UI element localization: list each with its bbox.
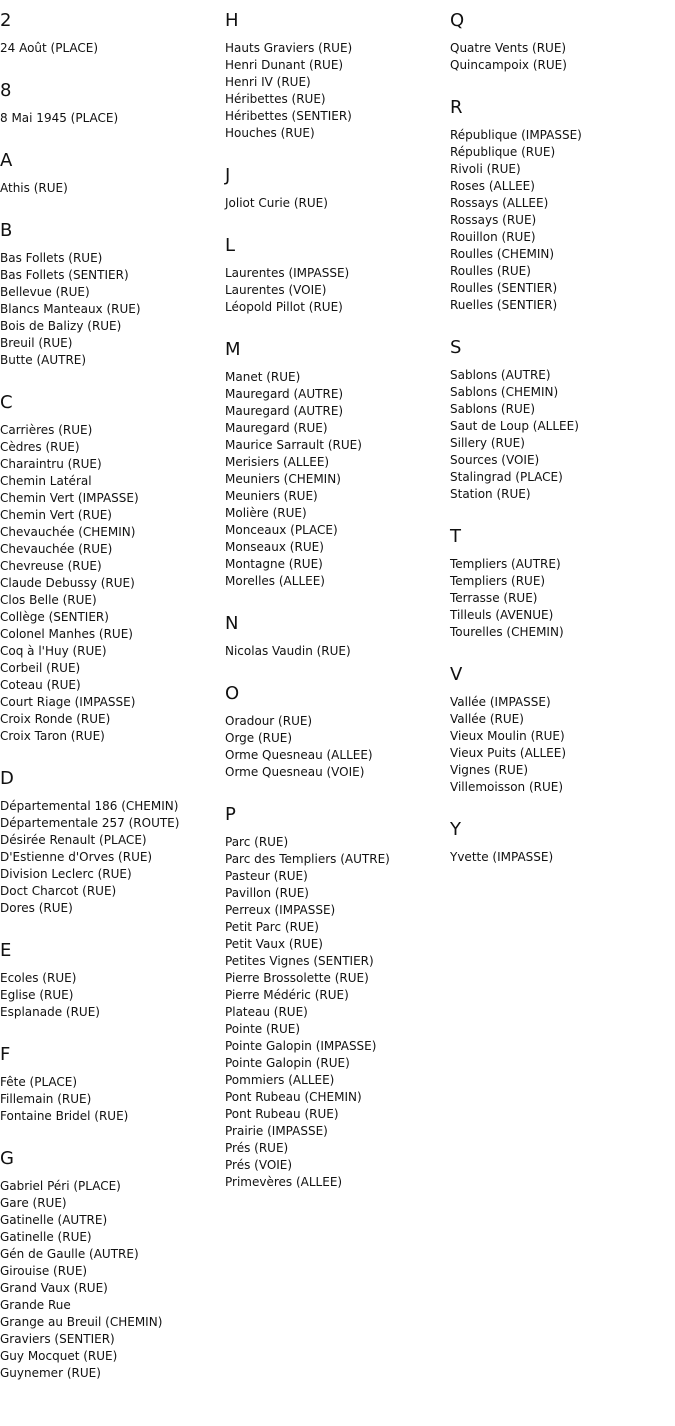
street-list	[0, 1074, 222, 1125]
street-link[interactable]: Orge (RUE)	[225, 731, 293, 745]
column-3	[450, 10, 672, 889]
street-link[interactable]: Départementale 257 (ROUTE)	[0, 816, 180, 830]
street-link[interactable]: Eglise (RUE)	[0, 988, 74, 1002]
street-link[interactable]: Parc des Templiers (AUTRE)	[225, 852, 390, 866]
street-link[interactable]: Vallée (IMPASSE)	[450, 695, 551, 709]
street-list	[0, 798, 222, 917]
street-link[interactable]: Pommiers (ALLEE)	[225, 1073, 335, 1087]
street-link[interactable]: Orme Quesneau (VOIE)	[225, 765, 365, 779]
street-link[interactable]: 8 Mai 1945 (PLACE)	[0, 111, 119, 125]
street-link[interactable]: Collège (SENTIER)	[0, 610, 109, 624]
street-link[interactable]: Molière (RUE)	[225, 506, 307, 520]
street-link[interactable]: Fête (PLACE)	[0, 1075, 78, 1089]
street-list	[450, 556, 672, 641]
street-link[interactable]: Pasteur (RUE)	[225, 869, 308, 883]
section-letter-heading: M	[225, 339, 241, 360]
street-link[interactable]: Roses (ALLEE)	[450, 179, 535, 193]
street-link[interactable]: Pierre Médéric (RUE)	[225, 988, 349, 1002]
street-link[interactable]: Héribettes (RUE)	[225, 92, 326, 106]
street-list	[225, 643, 447, 660]
letter-section	[225, 613, 447, 660]
street-link[interactable]: Croix Ronde (RUE)	[0, 712, 111, 726]
street-link[interactable]: Sablons (AUTRE)	[450, 368, 551, 382]
street-link[interactable]: Butte (AUTRE)	[0, 353, 87, 367]
street-link[interactable]: Esplanade (RUE)	[0, 1005, 100, 1019]
street-link[interactable]: Vieux Moulin (RUE)	[450, 729, 565, 743]
street-link[interactable]: Terrasse (RUE)	[450, 591, 538, 605]
street-link[interactable]: D'Estienne d'Orves (RUE)	[0, 850, 153, 864]
section-letter-heading: G	[0, 1148, 14, 1169]
street-link[interactable]: Chemin Latéral	[0, 474, 92, 488]
section-letter-heading: J	[225, 165, 231, 186]
street-link[interactable]: Plateau (RUE)	[225, 1005, 308, 1019]
letter-section	[0, 80, 222, 127]
street-link[interactable]: Houches (RUE)	[225, 126, 315, 140]
street-list	[450, 849, 672, 866]
letter-section	[450, 664, 672, 796]
street-link[interactable]: Prairie (IMPASSE)	[225, 1124, 328, 1138]
section-letter-heading: E	[0, 940, 12, 961]
street-link[interactable]: Monceaux (PLACE)	[225, 523, 338, 537]
street-link[interactable]: Yvette (IMPASSE)	[450, 850, 554, 864]
street-link[interactable]: Désirée Renault (PLACE)	[0, 833, 147, 847]
street-link[interactable]: Sources (VOIE)	[450, 453, 540, 467]
street-link[interactable]: Chevreuse (RUE)	[0, 559, 102, 573]
street-link[interactable]: Rossays (RUE)	[450, 213, 537, 227]
street-link[interactable]: Quincampoix (RUE)	[450, 58, 567, 72]
street-link[interactable]: Mauregard (AUTRE)	[225, 387, 344, 401]
street-link[interactable]: Chevauchée (RUE)	[0, 542, 113, 556]
street-link[interactable]: Saut de Loup (ALLEE)	[450, 419, 579, 433]
street-link[interactable]: Pont Rubeau (RUE)	[225, 1107, 339, 1121]
column-2	[225, 10, 447, 1214]
street-link[interactable]: Rossays (ALLEE)	[450, 196, 549, 210]
street-link[interactable]: Station (RUE)	[450, 487, 531, 501]
letter-section	[450, 526, 672, 641]
street-link[interactable]: Corbeil (RUE)	[0, 661, 81, 675]
street-link[interactable]: Vieux Puits (ALLEE)	[450, 746, 567, 760]
street-link[interactable]: Chemin Vert (IMPASSE)	[0, 491, 139, 505]
section-letter-heading: O	[225, 683, 240, 704]
letter-section	[0, 1148, 222, 1382]
street-link[interactable]: Graviers (SENTIER)	[0, 1332, 115, 1346]
street-link[interactable]: Roulles (RUE)	[450, 264, 531, 278]
street-link[interactable]: Vignes (RUE)	[450, 763, 529, 777]
street-link[interactable]: Cèdres (RUE)	[0, 440, 80, 454]
street-link[interactable]: Ruelles (SENTIER)	[450, 298, 558, 312]
street-link[interactable]: Gatinelle (AUTRE)	[0, 1213, 108, 1227]
street-link[interactable]: Primevères (ALLEE)	[225, 1175, 343, 1189]
section-letter-heading: Q	[450, 10, 465, 31]
section-letter-heading: H	[225, 10, 239, 31]
street-link[interactable]: Nicolas Vaudin (RUE)	[225, 644, 351, 658]
street-link[interactable]: Sablons (RUE)	[450, 402, 536, 416]
street-link[interactable]: 24 Août (PLACE)	[0, 41, 99, 55]
street-link[interactable]: Pierre Brossolette (RUE)	[225, 971, 369, 985]
street-link[interactable]: Roulles (CHEMIN)	[450, 247, 555, 261]
street-link[interactable]: Guy Mocquet (RUE)	[0, 1349, 118, 1363]
street-link[interactable]: Héribettes (SENTIER)	[225, 109, 352, 123]
street-link[interactable]: Monseaux (RUE)	[225, 540, 324, 554]
street-link[interactable]: Blancs Manteaux (RUE)	[0, 302, 141, 316]
letter-section	[450, 10, 672, 74]
section-letter-heading: S	[450, 337, 462, 358]
street-list	[225, 40, 447, 142]
section-letter-heading: Y	[450, 819, 461, 840]
street-link[interactable]: Bas Follets (SENTIER)	[0, 268, 129, 282]
street-link[interactable]: Clos Belle (RUE)	[0, 593, 97, 607]
letter-section	[450, 97, 672, 314]
section-letter-heading: A	[0, 150, 13, 171]
street-link[interactable]: Athis (RUE)	[0, 181, 68, 195]
street-link[interactable]: Maurice Sarrault (RUE)	[225, 438, 362, 452]
street-list	[0, 970, 222, 1021]
street-link[interactable]: Coq à l'Huy (RUE)	[0, 644, 107, 658]
letter-section	[0, 392, 222, 745]
street-link[interactable]: Quatre Vents (RUE)	[450, 41, 567, 55]
street-list	[0, 180, 222, 197]
street-link[interactable]: Petites Vignes (SENTIER)	[225, 954, 374, 968]
street-link[interactable]: Breuil (RUE)	[0, 336, 73, 350]
street-link[interactable]: Chevauchée (CHEMIN)	[0, 525, 136, 539]
street-link[interactable]: Grande Rue	[0, 1298, 71, 1312]
letter-section	[450, 819, 672, 866]
street-link[interactable]: Laurentes (IMPASSE)	[225, 266, 350, 280]
letter-section	[0, 220, 222, 369]
street-link[interactable]: Henri IV (RUE)	[225, 75, 311, 89]
letter-section	[0, 1044, 222, 1125]
street-list	[0, 422, 222, 745]
street-link[interactable]: République (RUE)	[450, 145, 556, 159]
street-link[interactable]: Court Riage (IMPASSE)	[0, 695, 136, 709]
section-letter-heading: T	[450, 526, 461, 547]
street-link[interactable]: Guynemer (RUE)	[0, 1366, 101, 1380]
street-link[interactable]: Villemoisson (RUE)	[450, 780, 564, 794]
street-list	[0, 1178, 222, 1382]
street-link[interactable]: Vallée (RUE)	[450, 712, 524, 726]
street-list	[450, 694, 672, 796]
street-link[interactable]: Meuniers (CHEMIN)	[225, 472, 341, 486]
column-1	[0, 10, 222, 1405]
street-link[interactable]: Départemental 186 (CHEMIN)	[0, 799, 179, 813]
letter-section	[225, 339, 447, 590]
street-link[interactable]: Joliot Curie (RUE)	[225, 196, 328, 210]
letter-section	[0, 10, 222, 57]
street-link[interactable]: Meuniers (RUE)	[225, 489, 318, 503]
street-list	[225, 713, 447, 781]
street-link[interactable]: Ecoles (RUE)	[0, 971, 77, 985]
street-link[interactable]: Pavillon (RUE)	[225, 886, 309, 900]
street-link[interactable]: Carrières (RUE)	[0, 423, 93, 437]
street-list	[225, 834, 447, 1191]
street-link[interactable]: Bellevue (RUE)	[0, 285, 90, 299]
street-link[interactable]: Fontaine Bridel (RUE)	[0, 1109, 129, 1123]
street-link[interactable]: Colonel Manhes (RUE)	[0, 627, 133, 641]
street-link[interactable]: Grand Vaux (RUE)	[0, 1281, 108, 1295]
street-link[interactable]: Parc (RUE)	[225, 835, 289, 849]
street-link[interactable]: Coteau (RUE)	[0, 678, 81, 692]
street-link[interactable]: Sablons (CHEMIN)	[450, 385, 559, 399]
street-link[interactable]: Girouise (RUE)	[0, 1264, 88, 1278]
street-link[interactable]: Claude Debussy (RUE)	[0, 576, 135, 590]
street-link[interactable]: Prés (RUE)	[225, 1141, 289, 1155]
street-link[interactable]: Petit Vaux (RUE)	[225, 937, 323, 951]
street-list	[225, 265, 447, 316]
street-list	[0, 110, 222, 127]
street-link[interactable]: Fillemain (RUE)	[0, 1092, 92, 1106]
street-link[interactable]: Pointe Galopin (RUE)	[225, 1056, 350, 1070]
street-link[interactable]: Croix Taron (RUE)	[0, 729, 105, 743]
street-link[interactable]: Sillery (RUE)	[450, 436, 525, 450]
street-list	[225, 369, 447, 590]
street-link[interactable]: Stalingrad (PLACE)	[450, 470, 563, 484]
letter-section	[225, 165, 447, 212]
street-link[interactable]: Roulles (SENTIER)	[450, 281, 558, 295]
street-link[interactable]: Morelles (ALLEE)	[225, 574, 325, 588]
street-link[interactable]: Templiers (AUTRE)	[450, 557, 561, 571]
letter-section	[225, 683, 447, 781]
street-list	[0, 40, 222, 57]
street-link[interactable]: Gén de Gaulle (AUTRE)	[0, 1247, 139, 1261]
section-letter-heading: V	[450, 664, 463, 685]
street-link[interactable]: Charaintru (RUE)	[0, 457, 102, 471]
street-link[interactable]: Pointe Galopin (IMPASSE)	[225, 1039, 377, 1053]
street-link[interactable]: Hauts Graviers (RUE)	[225, 41, 353, 55]
street-link[interactable]: Gatinelle (RUE)	[0, 1230, 92, 1244]
street-link[interactable]: Doct Charcot (RUE)	[0, 884, 117, 898]
section-letter-heading: P	[225, 804, 236, 825]
section-letter-heading: N	[225, 613, 239, 634]
section-letter-heading: R	[450, 97, 463, 118]
street-link[interactable]: Bas Follets (RUE)	[0, 251, 103, 265]
letter-section	[225, 804, 447, 1191]
street-list	[450, 127, 672, 314]
letter-section	[225, 10, 447, 142]
street-list	[450, 367, 672, 503]
letter-section	[225, 235, 447, 316]
street-link[interactable]: Gare (RUE)	[0, 1196, 67, 1210]
street-link[interactable]: République (IMPASSE)	[450, 128, 582, 142]
street-link[interactable]: Tourelles (CHEMIN)	[450, 625, 564, 639]
section-letter-heading: C	[0, 392, 13, 413]
section-letter-heading: B	[0, 220, 13, 241]
street-link[interactable]: Henri Dunant (RUE)	[225, 58, 344, 72]
street-link[interactable]: Léopold Pillot (RUE)	[225, 300, 343, 314]
street-link[interactable]: Division Leclerc (RUE)	[0, 867, 132, 881]
section-letter-heading: L	[225, 235, 236, 256]
letter-section	[0, 940, 222, 1021]
street-link[interactable]: Merisiers (ALLEE)	[225, 455, 330, 469]
street-link[interactable]: Mauregard (RUE)	[225, 421, 328, 435]
street-link[interactable]: Oradour (RUE)	[225, 714, 313, 728]
street-link[interactable]: Petit Parc (RUE)	[225, 920, 319, 934]
street-link[interactable]: Montagne (RUE)	[225, 557, 323, 571]
letter-section	[0, 768, 222, 917]
street-link[interactable]: Rivoli (RUE)	[450, 162, 521, 176]
street-link[interactable]: Dores (RUE)	[0, 901, 73, 915]
street-link[interactable]: Perreux (IMPASSE)	[225, 903, 336, 917]
street-list	[0, 250, 222, 369]
street-list	[450, 40, 672, 74]
letter-section	[450, 337, 672, 503]
street-link[interactable]: Laurentes (VOIE)	[225, 283, 327, 297]
street-link[interactable]: Rouillon (RUE)	[450, 230, 536, 244]
section-letter-heading: 2	[0, 10, 12, 31]
street-link[interactable]: Pont Rubeau (CHEMIN)	[225, 1090, 362, 1104]
section-letter-heading: F	[0, 1044, 11, 1065]
street-link[interactable]: Mauregard (AUTRE)	[225, 404, 344, 418]
section-letter-heading: 8	[0, 80, 12, 101]
street-list	[225, 195, 447, 212]
section-letter-heading: D	[0, 768, 14, 789]
street-link[interactable]: Orme Quesneau (ALLEE)	[225, 748, 373, 762]
street-link[interactable]: Tilleuls (AVENUE)	[450, 608, 554, 622]
street-link[interactable]: Manet (RUE)	[225, 370, 301, 384]
street-link[interactable]: Gabriel Péri (PLACE)	[0, 1179, 121, 1193]
street-link[interactable]: Bois de Balizy (RUE)	[0, 319, 122, 333]
letter-section	[0, 150, 222, 197]
street-link[interactable]: Chemin Vert (RUE)	[0, 508, 112, 522]
street-link[interactable]: Prés (VOIE)	[225, 1158, 293, 1172]
street-link[interactable]: Templiers (RUE)	[450, 574, 546, 588]
street-link[interactable]: Grange au Breuil (CHEMIN)	[0, 1315, 163, 1329]
street-link[interactable]: Pointe (RUE)	[225, 1022, 301, 1036]
